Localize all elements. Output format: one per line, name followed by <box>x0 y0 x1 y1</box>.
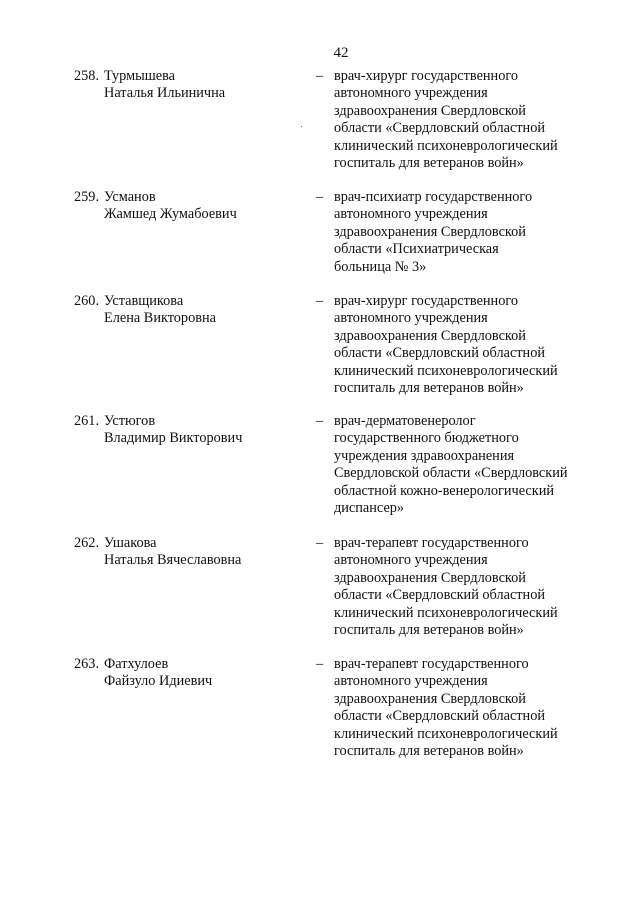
description-line: врач-хирург государственного <box>334 293 519 309</box>
description-line: клинический психоневрологический <box>334 604 558 621</box>
entry-person <box>74 293 304 328</box>
description-line: области «Свердловский областной <box>334 587 546 604</box>
description-line: области «Свердловский областной <box>334 345 546 362</box>
description-line: здравоохранения Свердловской <box>334 102 526 119</box>
entry-surname: Устюгов <box>104 413 156 429</box>
description-line: области «Психиатрическая <box>334 241 499 258</box>
description-line: клинический психоневрологический <box>334 362 558 379</box>
entry-given-name: Владимир Викторович <box>104 430 243 447</box>
entry-dash: – <box>316 293 324 309</box>
entry-given-name: Наталья Вячеславовна <box>104 552 242 569</box>
description-line: клинический психоневрологический <box>334 725 558 742</box>
description-line: здравоохранения Свердловской <box>334 223 526 240</box>
description-line: врач-терапевт государственного <box>334 656 529 672</box>
entry-dash: – <box>316 68 324 84</box>
entry-number: 263. <box>74 656 100 672</box>
page-number: 42 <box>333 45 349 61</box>
entry-number: 259. <box>74 189 100 205</box>
description-line: автономного учреждения <box>334 552 488 569</box>
description-line: автономного учреждения <box>334 85 488 102</box>
description-line: больница № 3» <box>334 258 427 275</box>
description-line: клинический психоневрологический <box>334 137 558 154</box>
entry-surname: Фатхулоев <box>104 656 169 672</box>
description-line: Свердловской области «Свердловский <box>334 465 568 482</box>
description-line: госпиталь для ветеранов войн» <box>334 155 524 172</box>
description-line: области «Свердловский областной <box>334 708 546 725</box>
description-line: врач-терапевт государственного <box>334 535 529 551</box>
description-line: учреждения здравоохранения <box>334 447 515 464</box>
entry-surname: Турмышева <box>104 68 176 84</box>
entry-number: 258. <box>74 68 100 84</box>
entry-person <box>74 189 304 224</box>
description-line: автономного учреждения <box>334 310 488 327</box>
entry-given-name: Елена Викторовна <box>104 310 216 327</box>
description-line: государственного бюджетного <box>334 430 519 447</box>
description-line: госпиталь для ветеранов войн» <box>334 743 524 760</box>
entry-description <box>334 189 596 276</box>
entry-dash: – <box>316 413 324 429</box>
entry-surname: Усманов <box>104 189 156 205</box>
entry-surname: Уставщикова <box>104 293 184 309</box>
description-line: врач-психиатр государственного <box>334 189 533 205</box>
entry-dash: – <box>316 656 324 672</box>
entry-description <box>334 535 596 639</box>
entry-person <box>74 68 304 103</box>
entry-number: 260. <box>74 293 100 309</box>
entry-number: 261. <box>74 413 100 429</box>
scan-speck <box>301 126 302 127</box>
entry-person <box>74 656 304 691</box>
entry-person <box>74 535 304 570</box>
entry-description <box>334 68 596 172</box>
entry-dash: – <box>316 535 324 551</box>
description-line: здравоохранения Свердловской <box>334 327 526 344</box>
entry-description <box>334 656 596 760</box>
description-line: врач-дерматовенеролог <box>334 413 476 429</box>
entry-description <box>334 293 596 397</box>
description-line: госпиталь для ветеранов войн» <box>334 380 524 397</box>
entry-person <box>74 413 304 448</box>
description-line: автономного учреждения <box>334 206 488 223</box>
entry-given-name: Файзуло Идиевич <box>104 673 213 690</box>
entry-given-name: Наталья Ильинична <box>104 85 226 102</box>
entry-given-name: Жамшед Жумабоевич <box>104 206 237 223</box>
entry-description <box>334 413 596 517</box>
description-line: врач-хирург государственного <box>334 68 519 84</box>
description-line: области «Свердловский областной <box>334 120 546 137</box>
description-line: здравоохранения Свердловской <box>334 690 526 707</box>
entry-surname: Ушакова <box>104 535 157 551</box>
description-line: автономного учреждения <box>334 673 488 690</box>
description-line: здравоохранения Свердловской <box>334 569 526 586</box>
entry-dash: – <box>316 189 324 205</box>
entry-number: 262. <box>74 535 100 551</box>
description-line: диспансер» <box>334 500 405 517</box>
description-line: госпиталь для ветеранов войн» <box>334 622 524 639</box>
description-line: областной кожно-венерологический <box>334 482 555 499</box>
